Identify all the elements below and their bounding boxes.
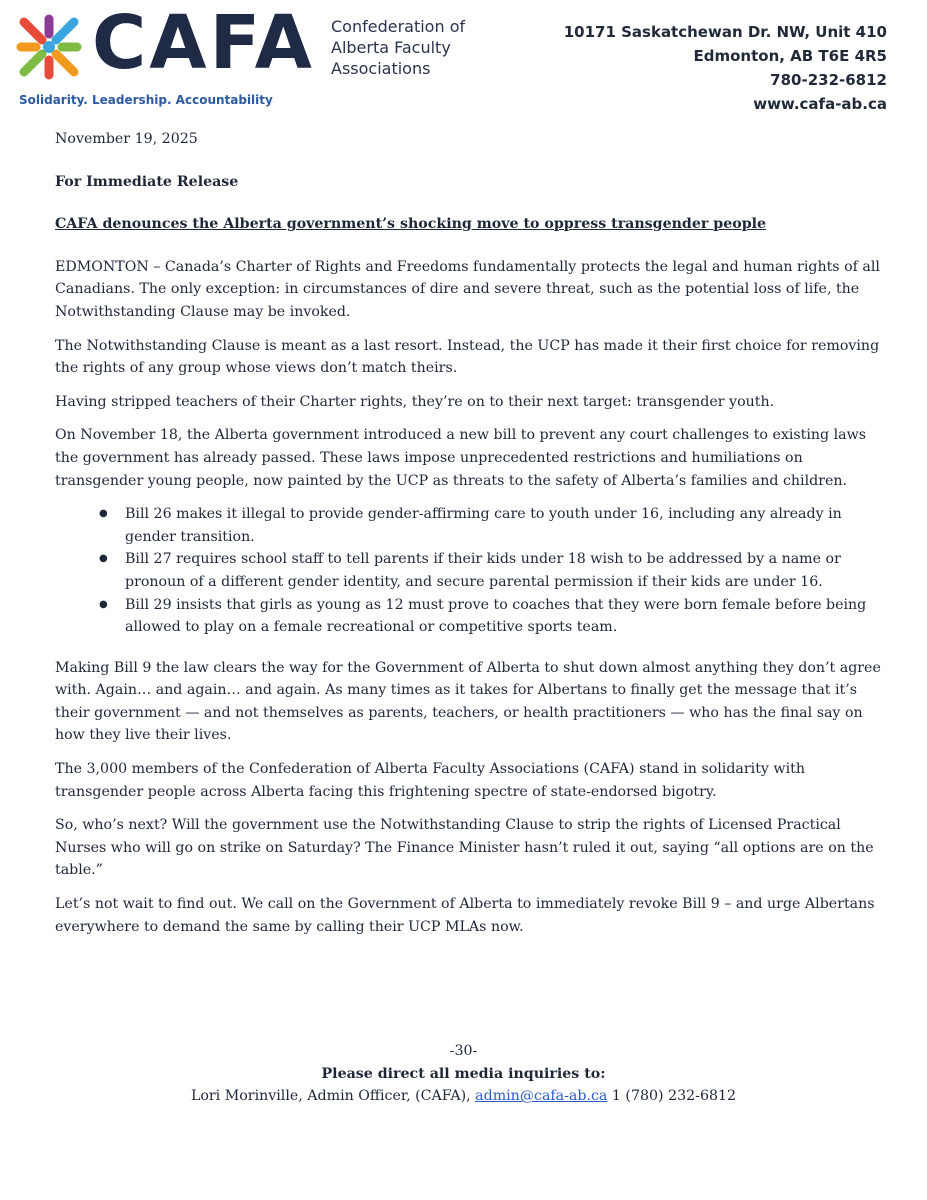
release-date: November 19, 2025 — [55, 131, 198, 147]
bill-list-item: ● Bill 27 requires school staff to tell parents if their kids under 18 wish to be addressed by a name or pronoun of a different gender identity, and secure parental permission if their kids are under 16. — [125, 548, 885, 593]
contact-name: Lori Morinville, Admin Officer, (CAFA), — [190, 1088, 476, 1105]
address-city: Edmonton, AB T6E 4R5 — [693, 47, 887, 65]
bill-list-item: ● Bill 29 insists that girls as young as 12 must prove to coaches that they were born female before being allowed to play on a female recreational or competitive sports team. — [125, 594, 885, 639]
org-name-line: Confederation of — [331, 17, 466, 36]
paragraph: So, who’s next? Will the government use the Notwithstanding Clause to strip the rights of Licensed Practical Nurses who will go on strike on Saturday? The Finance Minister hasn’t ruled it out, saying “all options are on the table.” — [55, 817, 874, 879]
paragraph: Making Bill 9 the law clears the way for the Government of Alberta to shut down almost anything they don’t agree with. Again… and again… and again. As many times as it takes for Albertans to finally get the message that it’s their government — and not themselves as parents, teachers, or health practitioners — who has the final say on how they live their lives. — [55, 659, 881, 744]
paragraph: The Notwithstanding Clause is meant as a last resort. Instead, the UCP has made it their first choice for removing the rights of any group whose views don’t match theirs. — [55, 337, 880, 377]
release-body — [55, 128, 885, 949]
address-phone: 780-232-6812 — [770, 71, 887, 89]
contact-phone: 1 (780) 232-6812 — [607, 1088, 737, 1105]
org-name-line: Associations — [331, 59, 431, 78]
tagline: Solidarity. Leadership. Accountability — [19, 93, 273, 107]
release-headline: CAFA denounces the Alberta government’s shocking move to oppress transgender people — [55, 216, 767, 233]
inquiries-heading: Please direct all media inquiries to: — [321, 1065, 606, 1082]
paragraph: Let’s not wait to find out. We call on the Government of Alberta to immediately revoke Bill 9 – and urge Albertans everywhere to demand the same by calling their UCP MLAs now. — [55, 896, 875, 935]
end-mark: -30- — [449, 1043, 478, 1059]
address-block — [564, 20, 887, 116]
address-website: www.cafa-ab.ca — [753, 95, 887, 113]
contact-footer — [0, 1040, 927, 1108]
paragraph: On November 18, the Alberta government introduced a new bill to prevent any court challenges to existing laws the government has already passed. These laws impose unprecedented restrictions and humiliations on transgender young people, now painted by the UCP as threats to the safety of Alberta’s families and children. — [55, 427, 867, 489]
organization-name — [331, 16, 465, 79]
release-label: For Immediate Release — [55, 173, 239, 190]
bill-list — [55, 503, 885, 639]
contact-email-link[interactable]: admin@cafa-ab.ca — [475, 1088, 608, 1105]
bill-list-item: ● Bill 26 makes it illegal to provide gender-affirming care to youth under 16, including any already in gender transition. — [125, 503, 885, 548]
paragraph: Having stripped teachers of their Charter rights, they’re on to their next target: transgender youth. — [55, 393, 775, 410]
address-street: 10171 Saskatchewan Dr. NW, Unit 410 — [563, 23, 887, 41]
contact-line — [0, 1085, 927, 1108]
paragraph: EDMONTON – Canada’s Charter of Rights and Freedoms fundamentally protects the legal and human rights of all Canadians. The only exception: in circumstances of dire and severe threat, such as the potential loss of life, the Notwithstanding Clause may be invoked. — [55, 258, 880, 320]
cafa-logo-icon — [16, 14, 82, 80]
paragraph: The 3,000 members of the Confederation of Alberta Faculty Associations (CAFA) stand in solidarity with transgender people across Alberta facing this frightening spectre of state-endorsed bigotry. — [55, 761, 805, 800]
logo-wordmark: CAFA — [92, 0, 315, 86]
org-name-line: Alberta Faculty — [331, 38, 451, 57]
